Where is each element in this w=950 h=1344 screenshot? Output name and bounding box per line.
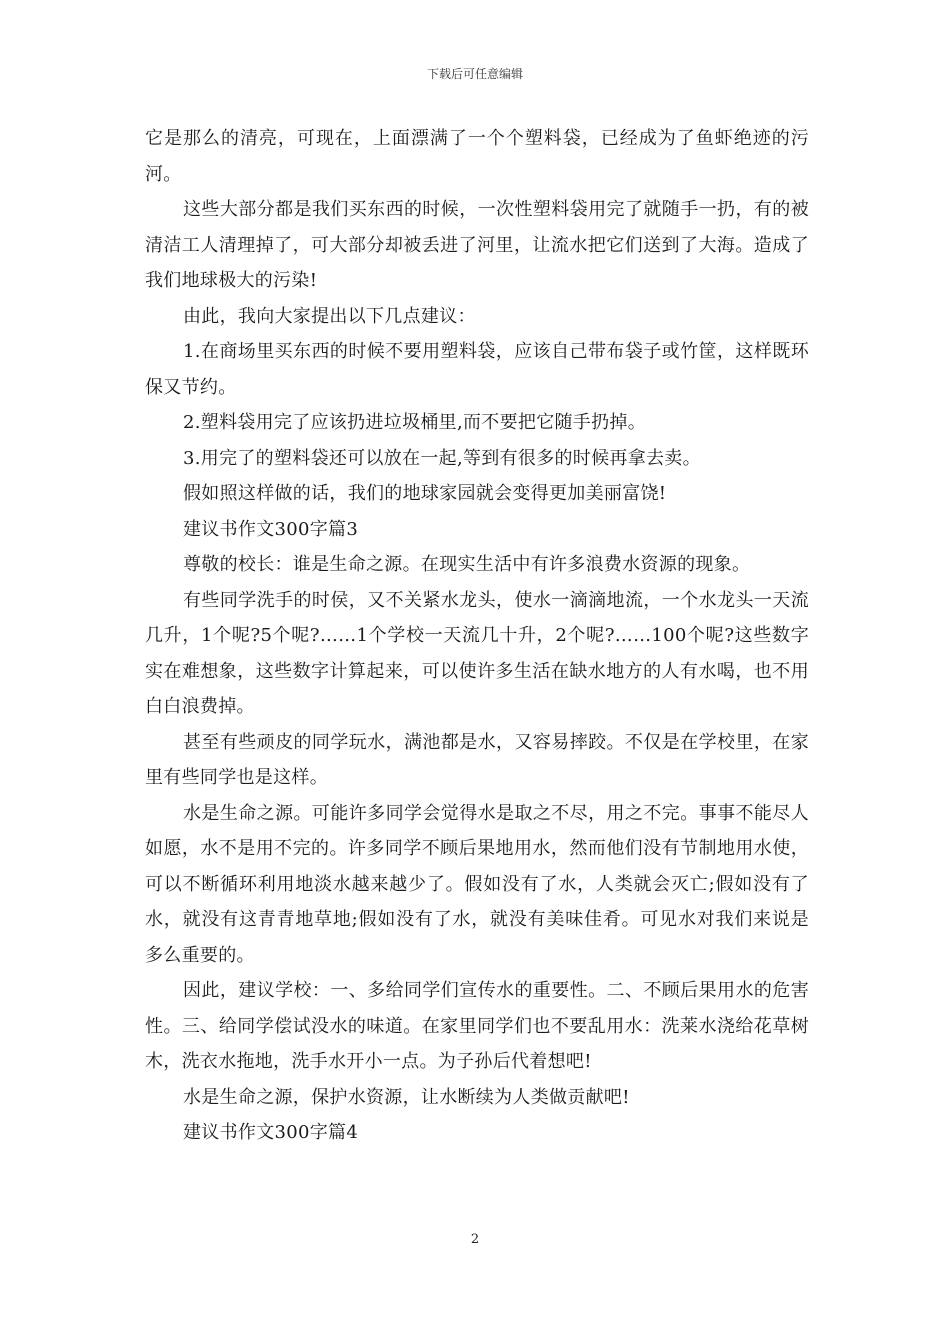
suggestion-1: 1.在商场里买东西的时候不要用塑料袋，应该自己带布袋子或竹筐，这样既环保又节约。 bbox=[145, 341, 809, 398]
suggestion-3: 3.用完了的塑料袋还可以放在一起,等到有很多的时候再拿去卖。 bbox=[183, 447, 701, 469]
paragraph-1: 它是那么的清亮，可现在，上面漂满了一个个塑料袋，已经成为了鱼虾绝迹的污河。 bbox=[145, 128, 809, 185]
section-heading-3: 建议书作文300字篇3 bbox=[183, 518, 359, 540]
salutation: 尊敬的校长：谁是生命之源。在现实生活中有许多浪费水资源的现象。 bbox=[183, 554, 751, 575]
section-heading-4: 建议书作文300字篇4 bbox=[183, 1122, 359, 1143]
document-body bbox=[145, 121, 809, 1151]
suggestion-2: 2.塑料袋用完了应该扔进垃圾桶里,而不要把它随手扔掉。 bbox=[183, 412, 646, 433]
page-number: 2 bbox=[470, 1232, 480, 1247]
paragraph-6: 水是生命之源。可能许多同学会觉得水是取之不尽，用之不完。事事不能尽人如愿，水不是用不完的。许多同学不顾后果地用水，然而他们没有节制地用水使，可以不断循环利用地淡水越来越少了。假如没有了水，人类就会灭亡;假如没有了水，就没有这青青地草地;假如没有了水，就没有美味佳肴。可见水对我们来说是多么重要的。 bbox=[145, 802, 809, 966]
paragraph-8: 水是生命之源，保护水资源，让水断续为人类做贡献吧! bbox=[183, 1086, 630, 1108]
page-header: 下载后可任意编辑 bbox=[426, 67, 523, 81]
paragraph-5: 甚至有些顽皮的同学玩水，满池都是水，又容易摔跤。不仅是在学校里，在家里有些同学也是这样。 bbox=[145, 731, 809, 788]
paragraph-7: 因此，建议学校：一、多给同学们宣传水的重要性。二、不顾后果用水的危害性。三、给同学偿试没水的味道。在家里同学们也不要乱用水：洗莱水浇给花草树木，洗衣水拖地，洗手水开小一点。为子孙后代着想吧! bbox=[145, 980, 809, 1072]
paragraph-conclusion: 假如照这样做的话，我们的地球家园就会变得更加美丽富饶! bbox=[183, 483, 667, 504]
paragraph-4: 有些同学洗手的时侯，又不关紧水龙头，使水一滴滴地流，一个水龙头一天流几升，1个呢?5个呢?……1个学校一天流几十升，2个呢?……100个呢?这些数字实在难想象，这些数字计算起来，可以使许多生活在缺水地方的人有水喝，也不用白白浪费掉。 bbox=[145, 589, 809, 717]
paragraph-2: 这些大部分都是我们买东西的时候，一次性塑料袋用完了就随手一扔，有的被清洁工人清理掉了，可大部分却被丢进了河里，让流水把它们送到了大海。造成了我们地球极大的污染! bbox=[145, 199, 809, 291]
paragraph-3: 由此，我向大家提出以下几点建议： bbox=[183, 305, 476, 327]
